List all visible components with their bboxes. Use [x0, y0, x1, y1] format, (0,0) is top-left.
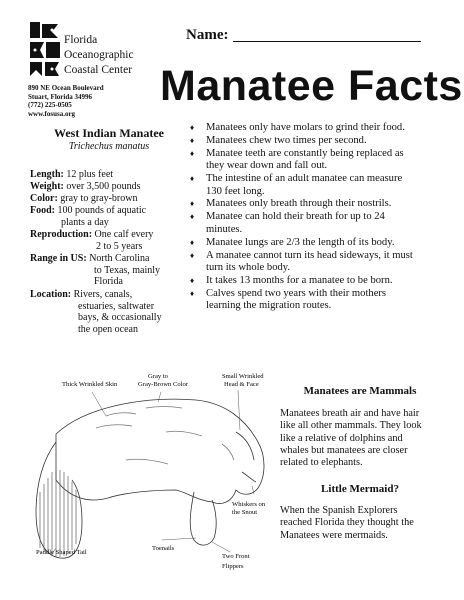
- fact-location: [30, 289, 190, 335]
- fact-value-cont: bays, & occasionally: [78, 312, 162, 323]
- fact-label: Color:: [30, 193, 58, 204]
- list-item: [188, 288, 418, 313]
- manatee-tail-outline: [36, 442, 82, 558]
- label-head-line1: Small Wrinkled: [222, 373, 264, 380]
- mermaid-heading: Little Mermaid?: [321, 483, 399, 495]
- address-line: Stuart, Florida 34996: [28, 92, 92, 101]
- diamond-bullet-icon: ♦: [190, 135, 195, 145]
- paragraph-line: related to elephants.: [280, 457, 363, 469]
- page-title: Manatee Facts: [160, 62, 463, 110]
- paragraph-line: reached Florida they thought the: [280, 517, 414, 529]
- list-item: [188, 237, 418, 249]
- mammals-paragraph: [280, 408, 440, 469]
- fact-value-cont: to Texas, mainly: [94, 264, 161, 276]
- org-name-line-3: Coastal Center: [64, 64, 133, 76]
- fact-reproduction: [30, 229, 190, 252]
- species-scientific-name: Trichechus manatus: [68, 141, 150, 152]
- fact-length: [30, 169, 190, 181]
- fact-label: Length:: [30, 169, 64, 180]
- list-item: [188, 148, 418, 173]
- bullet-text: A manatee cannot turn its head sideways, it must turn its whole body.: [206, 249, 413, 273]
- fact-label: Reproduction:: [30, 229, 93, 240]
- fact-weight: [30, 181, 190, 193]
- bullet-text: Calves spend two years with their mothers learning the migration routes.: [206, 287, 387, 312]
- list-item: [188, 135, 418, 147]
- list-item: [188, 198, 418, 210]
- diamond-bullet-icon: ♦: [190, 237, 195, 247]
- fact-label: Weight:: [30, 181, 64, 192]
- fact-value: over 3,500 pounds: [66, 181, 141, 192]
- fact-value: Rivers, canals,: [73, 289, 133, 300]
- bullet-text: Manatees chew two times per second.: [206, 134, 367, 146]
- name-label: Name:: [186, 27, 229, 43]
- fact-value: gray to gray-brown: [60, 193, 138, 204]
- fact-color: [30, 193, 190, 205]
- fact-value: One calf every: [94, 229, 154, 240]
- address-line: www.fosusa.org: [28, 109, 76, 118]
- address-line: (772) 225-0505: [28, 101, 72, 110]
- diamond-bullet-icon: ♦: [190, 174, 195, 184]
- list-item: [188, 250, 418, 275]
- species-common-name: West Indian Manatee: [53, 126, 164, 140]
- org-address: [28, 84, 104, 118]
- paragraph-line: Manatees breath air and have hair: [280, 408, 420, 419]
- list-item: [188, 122, 418, 134]
- label-toenails: Toenails: [152, 545, 175, 552]
- name-blank-line[interactable]: [233, 41, 421, 42]
- bullet-text: Manatees only breath through their nostrils.: [206, 198, 392, 210]
- fact-range: [30, 253, 190, 288]
- fact-value-cont: plants a day: [61, 216, 109, 228]
- label-flippers-line2: Flippers: [222, 563, 244, 570]
- label-whiskers-line1: Whiskers on: [232, 501, 266, 508]
- label-whiskers-line2: the Snout: [232, 509, 258, 516]
- fact-value-cont: estuaries, saltwater: [78, 300, 155, 312]
- paragraph-line: When the Spanish Explorers: [280, 505, 398, 516]
- list-item: [188, 211, 418, 236]
- paragraph-line: Manatees were mermaids.: [280, 529, 388, 541]
- fact-value: 12 plus feet: [66, 169, 114, 180]
- label-paddle-tail: Paddle Shaped Tail: [36, 549, 87, 556]
- diamond-bullet-icon: ♦: [190, 148, 195, 158]
- bullet-text: Manatee teeth are constantly being replaced as they wear down and fall out.: [206, 147, 404, 172]
- diamond-bullet-icon: ♦: [190, 123, 195, 132]
- list-item: [188, 173, 418, 198]
- diamond-bullet-icon: ♦: [190, 288, 195, 298]
- fact-label: Food:: [30, 205, 55, 216]
- fact-label: Location:: [30, 289, 72, 300]
- bullet-text: Manatee lungs are 2/3 the length of its body.: [206, 236, 395, 248]
- bullet-text: The intestine of an adult manatee can measure 130 feet long.: [206, 173, 403, 197]
- diamond-bullet-icon: ♦: [190, 275, 195, 285]
- paragraph-line: like all other mammals. They look: [280, 420, 422, 432]
- fact-value: 100 pounds of aquatic: [57, 205, 147, 216]
- mermaid-paragraph: [280, 505, 440, 542]
- fact-food: [30, 205, 190, 228]
- diamond-bullet-icon: ♦: [190, 212, 195, 222]
- diamond-bullet-icon: ♦: [190, 250, 195, 260]
- label-thick-wrinkled-skin: Thick Wrinkled Skin: [62, 381, 118, 388]
- label-head-line2: Head & Face: [224, 381, 259, 388]
- paragraph-line: like a relative of dolphins and: [280, 432, 403, 444]
- facts-bullet-list: [188, 122, 418, 313]
- mammals-heading: Manatees are Mammals: [303, 385, 417, 397]
- fact-value-cont: Florida: [94, 276, 123, 287]
- label-color-line1: Gray to: [148, 373, 168, 380]
- fact-value-cont: the open ocean: [78, 323, 138, 335]
- paragraph-line: whales but manatees are closer: [280, 444, 408, 456]
- fact-label: Range in US:: [30, 253, 87, 264]
- bullet-text: Manatee can hold their breath for up to 24 minutes.: [206, 211, 385, 235]
- label-flippers-line1: Two Front: [222, 553, 250, 560]
- org-name-line-2: Oceanographic: [64, 49, 134, 61]
- org-name-line-1: Florida: [64, 34, 98, 46]
- fact-value: North Carolina: [89, 253, 150, 264]
- bullet-text: Manatees only have molars to grind their food.: [206, 122, 405, 133]
- list-item: [188, 275, 418, 287]
- fish-logo-icon: [28, 20, 62, 78]
- manatee-diagram: [26, 372, 288, 590]
- label-color-line2: Gray-Brown Color: [138, 381, 188, 388]
- bullet-text: It takes 13 months for a manatee to be born.: [206, 274, 393, 286]
- fact-value-cont: 2 to 5 years: [96, 240, 143, 252]
- address-line: 890 NE Ocean Boulevard: [28, 84, 104, 92]
- diamond-bullet-icon: ♦: [190, 199, 195, 209]
- manatee-body-outline: [56, 399, 264, 503]
